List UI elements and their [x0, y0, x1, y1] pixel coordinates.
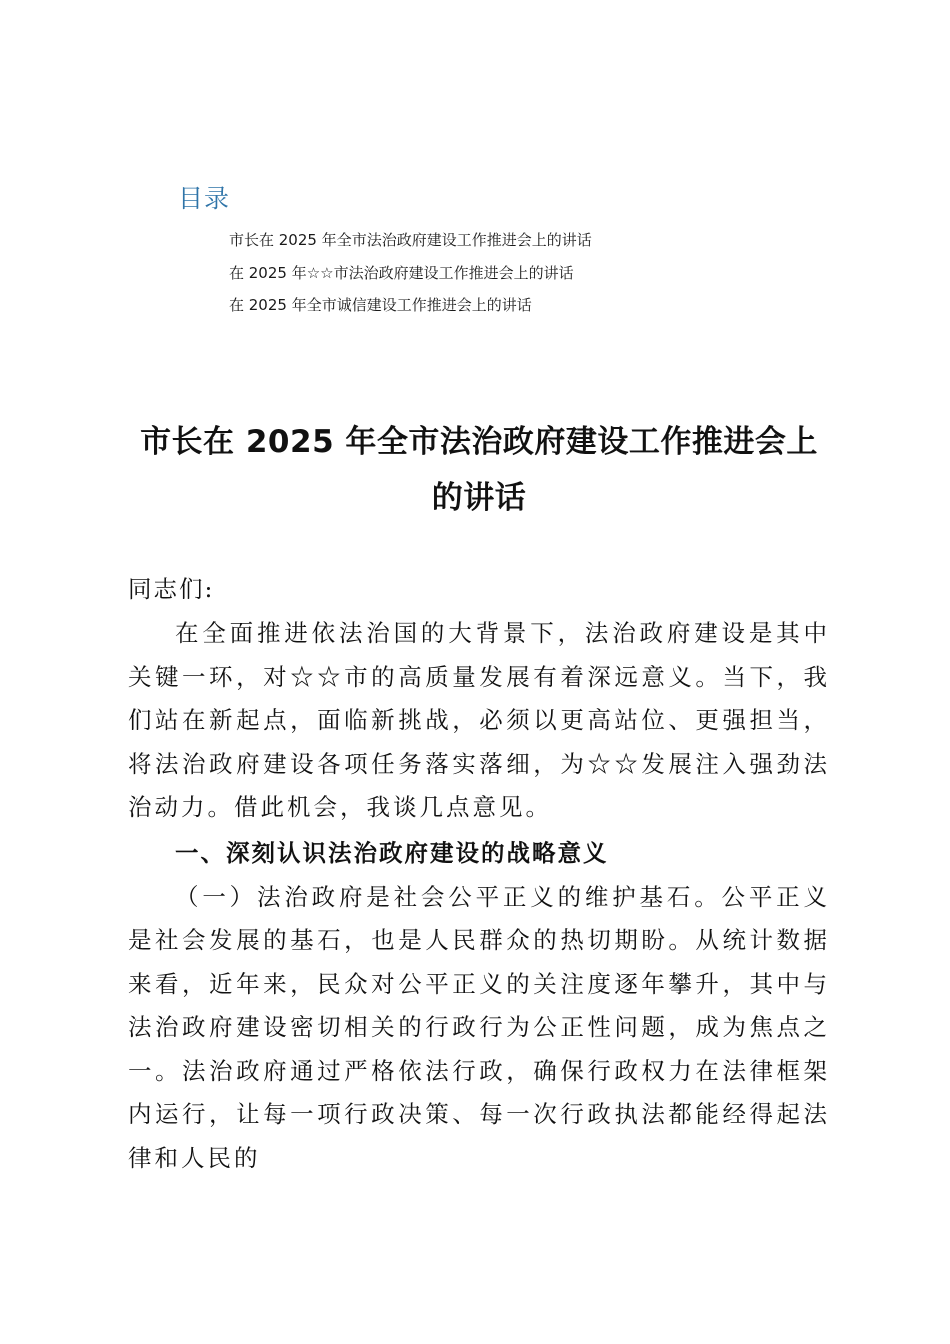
- toc-item-1[interactable]: 市长在 2025 年全市法治政府建设工作推进会上的讲话: [229, 231, 592, 249]
- section-heading: 一、深刻认识法治政府建设的战略意义: [175, 838, 609, 867]
- toc-item-3[interactable]: 在 2025 年全市诚信建设工作推进会上的讲话: [229, 296, 532, 314]
- document-body: [128, 612, 830, 1180]
- intro-paragraph: 在全面推进依法治国的大背景下，法治政府建设是其中关键一环，对☆☆市的高质量发展有着深远意义。当下，我们站在新起点，面临新挑战，必须以更高站位、更强担当，将法治政府建设各项任务落实落细，为☆☆发展注入强劲法治动力。借此机会，我谈几点意见。: [128, 619, 830, 821]
- toc-item-2[interactable]: 在 2025 年☆☆市法治政府建设工作推进会上的讲话: [229, 263, 574, 282]
- document-title: 市长在 2025 年全市法治政府建设工作推进会上的讲话: [140, 424, 818, 516]
- salutation: 同志们:: [128, 575, 215, 603]
- toc-title: 目录: [178, 184, 231, 213]
- table-of-contents: [229, 224, 592, 322]
- section-paragraph: （一）法治政府是社会公平正义的维护基石。公平正义是社会发展的基石，也是人民群众的热切期盼。从统计数据来看，近年来，民众对公平正义的关注度逐年攀升，其中与法治政府建设密切相关的行政行为公正性问题，成为焦点之一。法治政府通过严格依法行政，确保行政权力在法律框架内运行，让每一项行政决策、每一次行政执法都能经得起法律和人民的: [128, 882, 830, 1172]
